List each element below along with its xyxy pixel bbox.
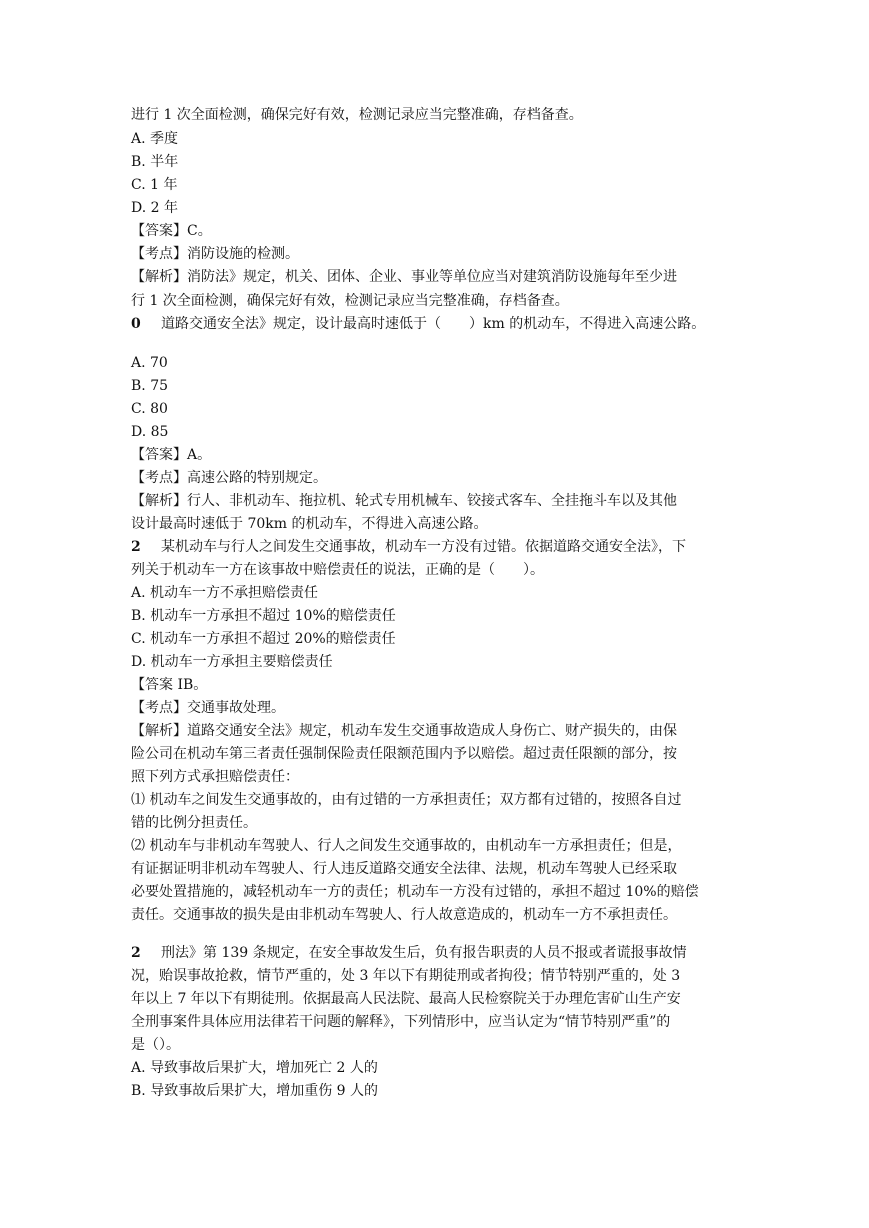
analysis-line: 照下列方式承担赔偿责任：: [131, 769, 299, 785]
analysis-line: ⑵ 机动车与非机动车驾驶人、行人之间发生交通事故的，由机动车一方承担责任；但是，: [131, 838, 682, 854]
analysis-line: 责任。交通事故的损失是由非机动车驾驶人、行人故意造成的，机动车一方不承担责任。: [131, 907, 677, 923]
analysis-line: 设计最高时速低于 70km 的机动车，不得进入高速公路。: [131, 516, 488, 532]
option-a: A. 70: [131, 355, 168, 371]
analysis-line: 【解析】行人、非机动车、拖拉机、轮式专用机械车、铰接式客车、全挂拖斗车以及其他: [131, 493, 677, 509]
question-text: 全刑事案件具体应用法律若干问题的解释》，下列情形中，应当认定为“情节特别严重”的: [131, 1014, 671, 1030]
question-text: [131, 944, 687, 962]
option-c: C. 1 年: [131, 177, 178, 193]
knowledge-point: 【考点】高速公路的特别规定。: [131, 470, 327, 486]
answer: 【答案】A。: [131, 447, 212, 463]
question-stem: 刑法》第 139 条规定，在安全事故发生后，负有报告职责的人员不报或者谎报事故情: [161, 945, 687, 961]
analysis-line: 【解析】道路交通安全法》规定，机动车发生交通事故造成人身伤亡、财产损失的，由保: [131, 723, 677, 739]
option-d: D. 2 年: [131, 200, 178, 216]
analysis-line: 【解析】消防法》规定，机关、团体、企业、事业等单位应当对建筑消防设施每年至少进: [131, 269, 677, 285]
question-number: 0: [131, 316, 141, 332]
option-c: C. 机动车一方承担不超过 20%的赔偿责任: [131, 631, 396, 647]
question-text: [131, 538, 686, 556]
question-number: 2: [131, 539, 141, 555]
option-b: B. 半年: [131, 154, 179, 170]
knowledge-point: 【考点】消防设施的检测。: [131, 246, 299, 262]
question-text: 况，贻误事故抢救，情节严重的，处 3 年以下有期徒刑或者拘役；情节特别严重的，处 3: [131, 968, 681, 984]
question-number: 2: [131, 945, 141, 961]
option-d: D. 机动车一方承担主要赔偿责任: [131, 654, 333, 670]
question-text: [131, 315, 705, 333]
question-text: 列关于机动车一方在该事故中赔偿责任的说法，正确的是（ ）。: [131, 562, 544, 578]
analysis-line: 行 1 次全面检测，确保完好有效，检测记录应当完整准确，存档备查。: [131, 293, 569, 309]
answer: 【答案】C。: [131, 223, 212, 239]
question-stem: 道路交通安全法》规定，设计最高时速低于（ ）km 的机动车，不得进入高速公路。: [161, 316, 706, 332]
option-b: B. 75: [131, 378, 169, 394]
option-b: B. 机动车一方承担不超过 10%的赔偿责任: [131, 608, 396, 624]
analysis-line: 有证据证明非机动车驾驶人、行人违反道路交通安全法律、法规，机动车驾驶人已经采取: [131, 861, 677, 877]
analysis-line: ⑴ 机动车之间发生交通事故的，由有过错的一方承担责任；双方都有过错的，按照各自过: [131, 792, 682, 808]
option-c: C. 80: [131, 401, 168, 417]
question-text: 进行 1 次全面检测，确保完好有效，检测记录应当完整准确，存档备查。: [131, 107, 583, 123]
option-a: A. 机动车一方不承担赔偿责任: [131, 585, 319, 601]
answer: 【答案 IB。: [131, 677, 208, 693]
option-d: D. 85: [131, 424, 169, 440]
knowledge-point: 【考点】交通事故处理。: [131, 700, 285, 716]
analysis-line: 必要处置措施的，减轻机动车一方的责任；机动车一方没有过错的，承担不超过 10%的赔偿: [131, 884, 699, 900]
option-a: A. 季度: [131, 131, 179, 147]
option-a: A. 导致事故后果扩大，增加死亡 2 人的: [131, 1060, 378, 1076]
question-text: 是（）。: [131, 1037, 180, 1053]
analysis-line: 错的比例分担责任。: [131, 815, 257, 831]
question-text: 年以上 7 年以下有期徒刑。依据最高人民法院、最高人民检察院关于办理危害矿山生产安: [131, 991, 681, 1007]
analysis-line: 险公司在机动车第三者责任强制保险责任限额范围内予以赔偿。超过责任限额的部分，按: [131, 746, 677, 762]
option-b: B. 导致事故后果扩大，增加重伤 9 人的: [131, 1083, 378, 1099]
question-stem: 某机动车与行人之间发生交通事故，机动车一方没有过错。依据道路交通安全法》，下: [161, 539, 686, 555]
